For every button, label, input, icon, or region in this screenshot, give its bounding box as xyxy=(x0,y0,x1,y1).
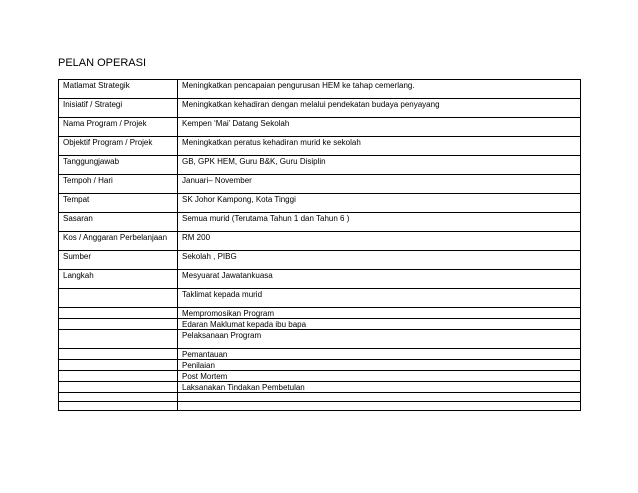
table-row xyxy=(59,393,581,402)
table-row xyxy=(59,349,581,360)
row-value: Post Mortem xyxy=(178,371,581,382)
row-label xyxy=(59,319,178,330)
table-row xyxy=(59,99,581,118)
row-label xyxy=(59,349,178,360)
table-row xyxy=(59,360,581,371)
row-value: Sekolah , PIBG xyxy=(178,251,581,270)
table-row xyxy=(59,137,581,156)
operation-plan-table xyxy=(58,79,581,411)
row-value: Kempen ‘Mai’ Datang Sekolah xyxy=(178,118,581,137)
table-row xyxy=(59,156,581,175)
row-label: Tempat xyxy=(59,194,178,213)
row-label: Kos / Anggaran Perbelanjaan xyxy=(59,232,178,251)
row-value: Meningkatkan peratus kehadiran murid ke sekolah xyxy=(178,137,581,156)
row-value xyxy=(178,393,581,402)
row-label: Nama Program / Projek xyxy=(59,118,178,137)
row-value: Mempromosikan Program xyxy=(178,308,581,319)
table-row xyxy=(59,270,581,289)
row-label xyxy=(59,330,178,349)
table-row xyxy=(59,232,581,251)
table-row xyxy=(59,118,581,137)
row-label: Matlamat Strategik xyxy=(59,80,178,99)
table-row xyxy=(59,382,581,393)
row-value: Taklimat kepada murid xyxy=(178,289,581,308)
table-row xyxy=(59,289,581,308)
row-value: Pemantauan xyxy=(178,349,581,360)
row-value: RM 200 xyxy=(178,232,581,251)
row-value xyxy=(178,402,581,411)
row-label: Inisiatif / Strategi xyxy=(59,99,178,118)
table-row xyxy=(59,213,581,232)
row-label: Langkah xyxy=(59,270,178,289)
table-row xyxy=(59,308,581,319)
row-label xyxy=(59,308,178,319)
row-value: Pelaksanaan Program xyxy=(178,330,581,349)
row-value: Mesyuarat Jawatankuasa xyxy=(178,270,581,289)
row-value: SK Johor Kampong, Kota Tinggi xyxy=(178,194,581,213)
row-value: Penilaian xyxy=(178,360,581,371)
table-row xyxy=(59,330,581,349)
row-label: Sumber xyxy=(59,251,178,270)
table-row xyxy=(59,175,581,194)
row-label: Tanggungjawab xyxy=(59,156,178,175)
row-label xyxy=(59,371,178,382)
row-value: GB, GPK HEM, Guru B&K, Guru Disiplin xyxy=(178,156,581,175)
row-label xyxy=(59,393,178,402)
table-row xyxy=(59,402,581,411)
table-row xyxy=(59,319,581,330)
page-title: PELAN OPERASI xyxy=(58,57,147,69)
row-label xyxy=(59,289,178,308)
row-label xyxy=(59,382,178,393)
table-row xyxy=(59,194,581,213)
row-label: Objektif Program / Projek xyxy=(59,137,178,156)
table-row xyxy=(59,80,581,99)
table-row xyxy=(59,371,581,382)
row-value: Meningkatkan pencapaian pengurusan HEM ke tahap cemerlang. xyxy=(178,80,581,99)
row-label: Tempoh / Hari xyxy=(59,175,178,194)
row-label: Sasaran xyxy=(59,213,178,232)
row-value: Laksanakan Tindakan Pembetulan xyxy=(178,382,581,393)
row-value: Edaran Maklumat kepada ibu bapa xyxy=(178,319,581,330)
row-label xyxy=(59,360,178,371)
row-value: Meningkatkan kehadiran dengan melalui pendekatan budaya penyayang xyxy=(178,99,581,118)
row-label xyxy=(59,402,178,411)
row-value: Semua murid (Terutama Tahun 1 dan Tahun 6 ) xyxy=(178,213,581,232)
table-row xyxy=(59,251,581,270)
row-value: Januari– November xyxy=(178,175,581,194)
